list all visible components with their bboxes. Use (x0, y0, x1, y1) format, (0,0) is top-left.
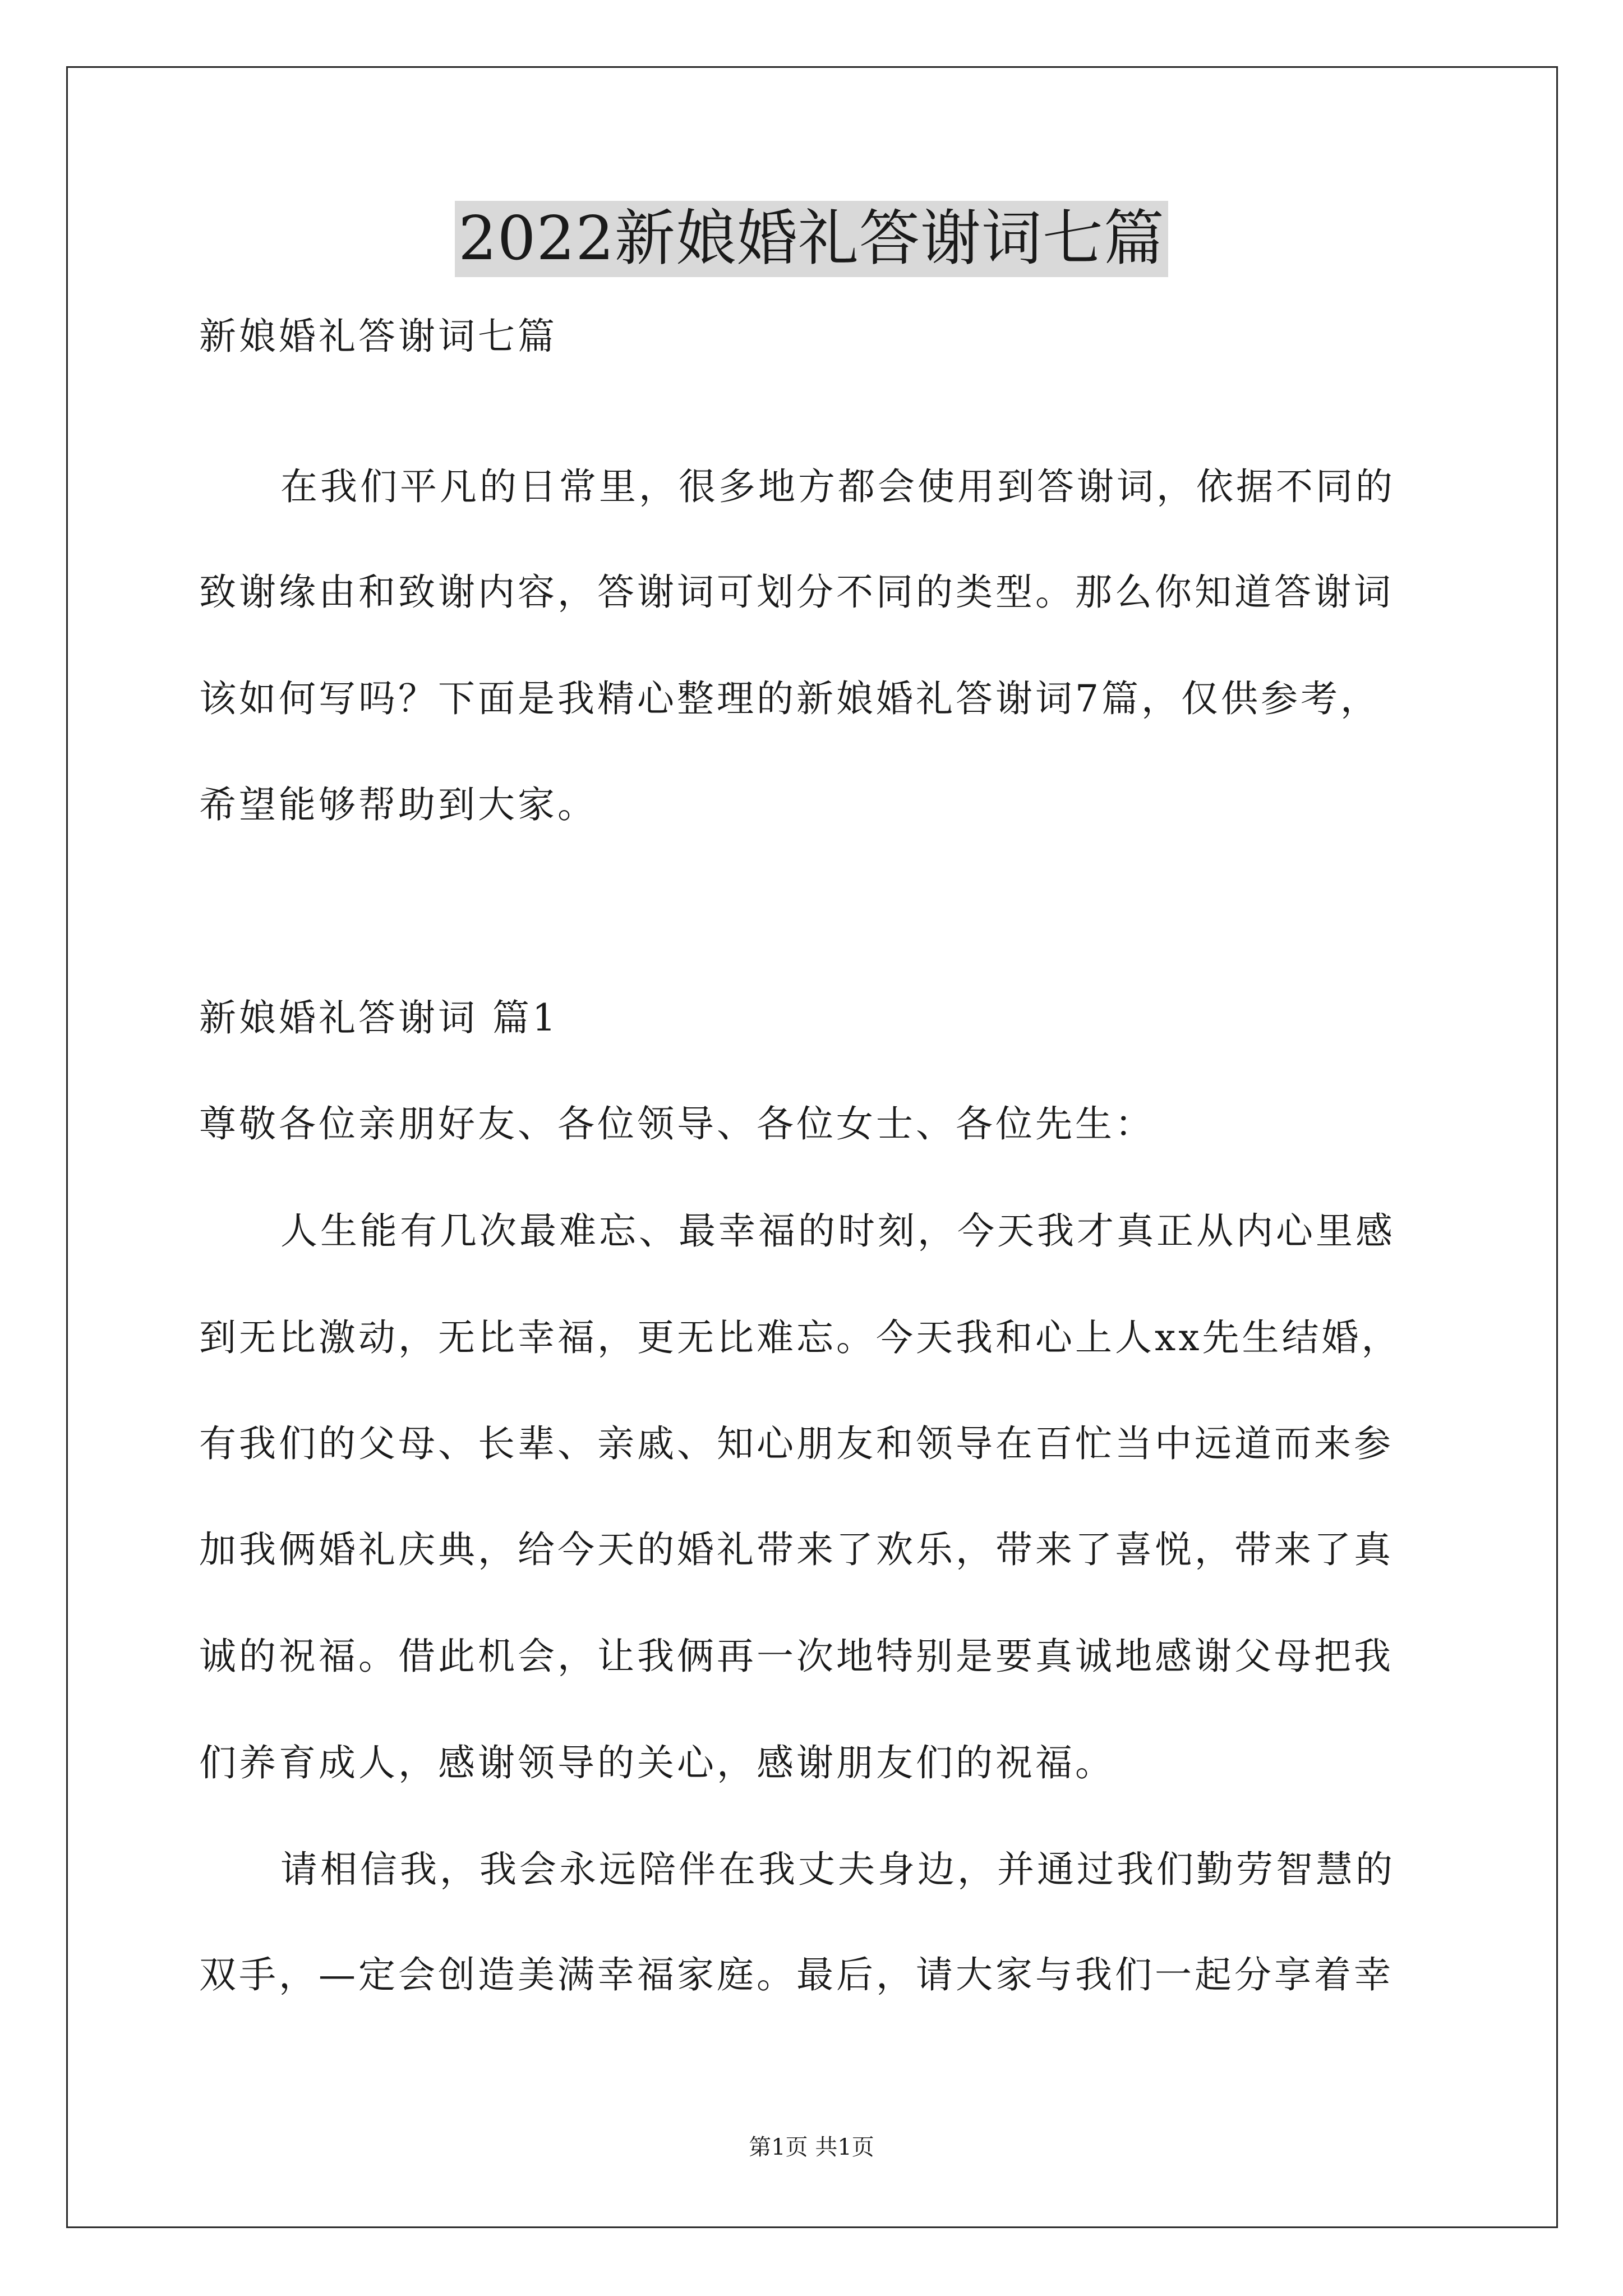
paragraph-line: 到无比激动，无比幸福，更无比难忘。今天我和心上人xx先生结婚， (199, 1316, 1401, 1359)
intro-line: 在我们平凡的日常里，很多地方都会使用到答谢词，依据不同的 (280, 465, 1395, 508)
section-heading: 新娘婚礼答谢词 篇1 (199, 996, 559, 1039)
document-subtitle: 新娘婚礼答谢词七篇 (199, 315, 557, 358)
paragraph-line: 人生能有几次最难忘、最幸福的时刻，今天我才真正从内心里感 (280, 1209, 1395, 1253)
document-title: 2022新娘婚礼答谢词七篇 (455, 201, 1168, 277)
page-number: 第1页 共1页 (749, 2134, 874, 2160)
title-block (0, 201, 1623, 277)
paragraph-line: 加我俩婚礼庆典，给今天的婚礼带来了欢乐，带来了喜悦，带来了真 (199, 1528, 1394, 1571)
salutation: 尊敬各位亲朋好友、各位领导、各位女士、各位先生： (199, 1102, 1155, 1145)
paragraph-line: 请相信我，我会永远陪伴在我丈夫身边，并通过我们勤劳智慧的 (280, 1848, 1395, 1891)
paragraph-line: 有我们的父母、长辈、亲戚、知心朋友和领导在百忙当中远道而来参 (199, 1422, 1394, 1465)
page-border (66, 66, 1558, 2228)
intro-line: 希望能够帮助到大家。 (199, 783, 597, 826)
intro-line: 致谢缘由和致谢内容，答谢词可划分不同的类型。那么你知道答谢词 (199, 570, 1394, 614)
paragraph-line: 双手，—定会创造美满幸福家庭。最后，请大家与我们一起分享着幸 (199, 1953, 1394, 1996)
paragraph-line: 们养育成人，感谢领导的关心，感谢朋友们的祝福。 (199, 1741, 1115, 1784)
intro-line: 该如何写吗？下面是我精心整理的新娘婚礼答谢词7篇，仅供参考， (199, 677, 1380, 720)
paragraph-line: 诚的祝福。借此机会，让我俩再一次地特别是要真诚地感谢父母把我 (199, 1635, 1394, 1678)
